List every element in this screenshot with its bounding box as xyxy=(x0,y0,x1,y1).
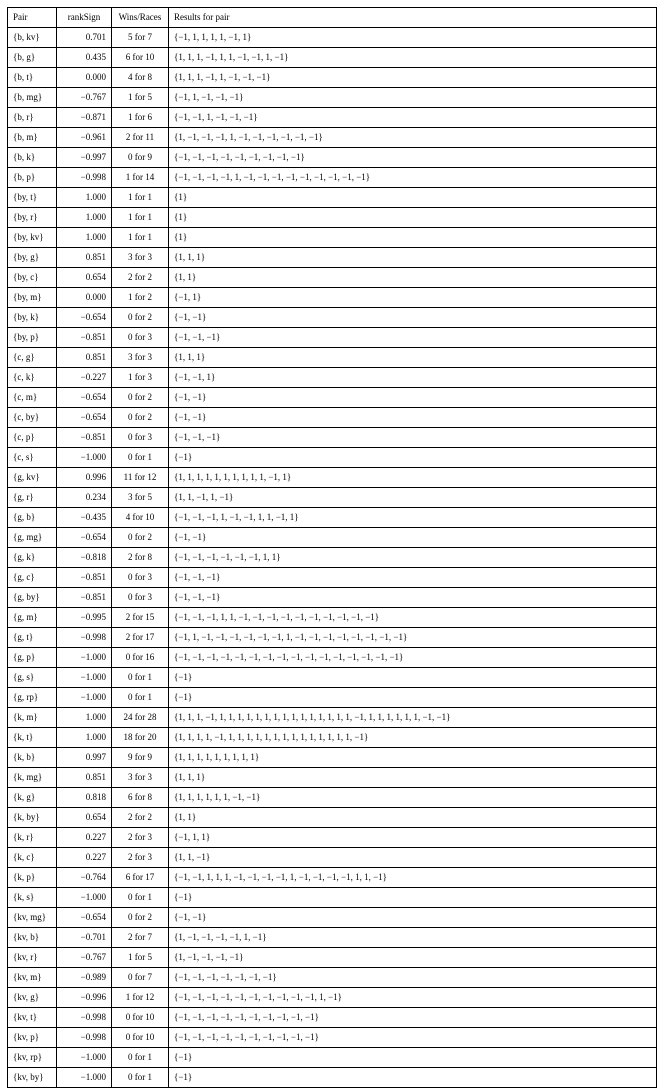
table-row xyxy=(8,968,657,988)
wins-races-cell: 1 for 1 xyxy=(112,228,169,248)
pair-cell: {by, k} xyxy=(8,308,57,328)
pair-cell: {by, p} xyxy=(8,328,57,348)
results-cell: {1, 1, 1, 1, 1, 1, 1, 1, 1} xyxy=(169,748,657,768)
ranksign-cell: 0.996 xyxy=(57,468,112,488)
ranksign-cell: 0.851 xyxy=(57,768,112,788)
pair-cell: {c, s} xyxy=(8,448,57,468)
wins-races-cell: 0 for 1 xyxy=(112,888,169,908)
table-row xyxy=(8,208,657,228)
table-row xyxy=(8,1028,657,1048)
ranksign-cell: −1.000 xyxy=(57,888,112,908)
pair-cell: {b, mg} xyxy=(8,88,57,108)
table-row xyxy=(8,148,657,168)
results-cell: {−1, −1} xyxy=(169,308,657,328)
pair-cell: {g, s} xyxy=(8,668,57,688)
wins-races-cell: 2 for 7 xyxy=(112,928,169,948)
wins-races-cell: 5 for 7 xyxy=(112,28,169,48)
pair-cell: {b, kv} xyxy=(8,28,57,48)
pair-cell: {c, k} xyxy=(8,368,57,388)
results-cell: {−1, −1, 1} xyxy=(169,368,657,388)
ranksign-cell: 1.000 xyxy=(57,728,112,748)
results-cell: {−1, −1, −1} xyxy=(169,588,657,608)
table-row xyxy=(8,988,657,1008)
header-ranksign: rankSign xyxy=(57,8,112,28)
results-cell: {−1, −1, −1, −1, −1, −1, −1, −1, −1, −1, −1, −1, −1, −1, −1, −1} xyxy=(169,648,657,668)
ranksign-cell: 0.227 xyxy=(57,828,112,848)
results-cell: {1} xyxy=(169,208,657,228)
wins-races-cell: 2 for 15 xyxy=(112,608,169,628)
pair-cell: {by, kv} xyxy=(8,228,57,248)
table-row xyxy=(8,448,657,468)
wins-races-cell: 6 for 17 xyxy=(112,868,169,888)
wins-races-cell: 0 for 3 xyxy=(112,328,169,348)
pair-cell: {k, c} xyxy=(8,848,57,868)
table-row xyxy=(8,28,657,48)
results-cell: {1, 1, 1, −1, 1, 1, −1, −1, 1, −1} xyxy=(169,48,657,68)
pair-cell: {kv, g} xyxy=(8,988,57,1008)
pair-cell: {k, s} xyxy=(8,888,57,908)
pair-cell: {by, c} xyxy=(8,268,57,288)
wins-races-cell: 1 for 6 xyxy=(112,108,169,128)
table-row xyxy=(8,68,657,88)
wins-races-cell: 2 for 2 xyxy=(112,808,169,828)
results-cell: {−1, −1} xyxy=(169,528,657,548)
wins-races-cell: 1 for 5 xyxy=(112,948,169,968)
header-row xyxy=(8,8,657,28)
table-row xyxy=(8,788,657,808)
results-cell: {−1} xyxy=(169,688,657,708)
ranksign-cell: −0.998 xyxy=(57,1008,112,1028)
wins-races-cell: 0 for 2 xyxy=(112,908,169,928)
wins-races-cell: 0 for 3 xyxy=(112,588,169,608)
wins-races-cell: 3 for 3 xyxy=(112,768,169,788)
table-row xyxy=(8,588,657,608)
pair-cell: {k, b} xyxy=(8,748,57,768)
ranksign-cell: 1.000 xyxy=(57,208,112,228)
results-cell: {−1, 1, 1} xyxy=(169,828,657,848)
results-cell: {1} xyxy=(169,228,657,248)
ranksign-cell: −0.961 xyxy=(57,128,112,148)
ranksign-cell: −1.000 xyxy=(57,1048,112,1068)
pair-cell: {kv, t} xyxy=(8,1008,57,1028)
pair-cell: {kv, m} xyxy=(8,968,57,988)
pair-cell: {g, r} xyxy=(8,488,57,508)
results-cell: {−1, −1, 1, 1, 1, −1, −1, −1, −1, 1, −1, −1, −1, −1, 1, 1, −1} xyxy=(169,868,657,888)
pair-cell: {g, rp} xyxy=(8,688,57,708)
table-row xyxy=(8,1068,657,1088)
results-cell: {−1, −1, −1, −1, −1, −1, −1, −1, −1} xyxy=(169,148,657,168)
pair-cell: {b, t} xyxy=(8,68,57,88)
wins-races-cell: 1 for 2 xyxy=(112,288,169,308)
pair-cell: {k, m} xyxy=(8,708,57,728)
table-row xyxy=(8,688,657,708)
results-cell: {−1, 1, −1, −1, −1} xyxy=(169,88,657,108)
pair-cell: {b, m} xyxy=(8,128,57,148)
table-row xyxy=(8,888,657,908)
ranksign-cell: −0.654 xyxy=(57,408,112,428)
results-cell: {−1, −1, −1, −1, −1, −1, −1, −1, −1, −1, 1, −1} xyxy=(169,988,657,1008)
ranksign-cell: −0.764 xyxy=(57,868,112,888)
results-cell: {−1, −1, −1, −1, −1, −1, −1, −1, −1, −1} xyxy=(169,1008,657,1028)
pair-cell: {k, p} xyxy=(8,868,57,888)
wins-races-cell: 6 for 10 xyxy=(112,48,169,68)
pair-cell: {by, t} xyxy=(8,188,57,208)
wins-races-cell: 4 for 8 xyxy=(112,68,169,88)
wins-races-cell: 0 for 2 xyxy=(112,388,169,408)
table-row xyxy=(8,188,657,208)
wins-races-cell: 1 for 14 xyxy=(112,168,169,188)
wins-races-cell: 2 for 17 xyxy=(112,628,169,648)
wins-races-cell: 0 for 16 xyxy=(112,648,169,668)
ranksign-cell: −0.998 xyxy=(57,628,112,648)
pair-cell: {g, b} xyxy=(8,508,57,528)
table-row xyxy=(8,948,657,968)
results-cell: {−1, −1} xyxy=(169,408,657,428)
ranksign-cell: 0.227 xyxy=(57,848,112,868)
wins-races-cell: 0 for 1 xyxy=(112,1048,169,1068)
ranksign-cell: −0.996 xyxy=(57,988,112,1008)
wins-races-cell: 2 for 11 xyxy=(112,128,169,148)
ranksign-cell: −0.998 xyxy=(57,168,112,188)
wins-races-cell: 0 for 1 xyxy=(112,448,169,468)
table-row xyxy=(8,88,657,108)
pair-cell: {g, p} xyxy=(8,648,57,668)
table-row xyxy=(8,528,657,548)
wins-races-cell: 0 for 2 xyxy=(112,408,169,428)
pair-cell: {b, g} xyxy=(8,48,57,68)
pair-cell: {k, g} xyxy=(8,788,57,808)
results-cell: {−1, 1} xyxy=(169,288,657,308)
table-row xyxy=(8,1048,657,1068)
ranksign-cell: 1.000 xyxy=(57,708,112,728)
ranksign-cell: 0.997 xyxy=(57,748,112,768)
pair-cell: {g, k} xyxy=(8,548,57,568)
wins-races-cell: 0 for 1 xyxy=(112,688,169,708)
table-row xyxy=(8,128,657,148)
table-row xyxy=(8,388,657,408)
wins-races-cell: 1 for 12 xyxy=(112,988,169,1008)
wins-races-cell: 0 for 1 xyxy=(112,1068,169,1088)
results-cell: {−1, −1, −1} xyxy=(169,328,657,348)
pair-cell: {g, m} xyxy=(8,608,57,628)
pair-cell: {g, mg} xyxy=(8,528,57,548)
wins-races-cell: 1 for 1 xyxy=(112,188,169,208)
ranksign-cell: −0.818 xyxy=(57,548,112,568)
ranksign-cell: −1.000 xyxy=(57,1068,112,1088)
table-row xyxy=(8,268,657,288)
ranksign-cell: −0.767 xyxy=(57,948,112,968)
table-body xyxy=(8,28,657,1088)
table-row xyxy=(8,408,657,428)
wins-races-cell: 9 for 9 xyxy=(112,748,169,768)
pair-cell: {by, m} xyxy=(8,288,57,308)
pair-cell: {c, m} xyxy=(8,388,57,408)
wins-races-cell: 0 for 2 xyxy=(112,308,169,328)
pair-cell: {g, t} xyxy=(8,628,57,648)
pair-cell: {kv, p} xyxy=(8,1028,57,1048)
header-results: Results for pair xyxy=(169,8,657,28)
results-cell: {−1, −1} xyxy=(169,908,657,928)
results-cell: {1, −1, −1, −1, −1} xyxy=(169,948,657,968)
ranksign-cell: −0.654 xyxy=(57,528,112,548)
table-row xyxy=(8,828,657,848)
ranksign-cell: 0.234 xyxy=(57,488,112,508)
pair-cell: {k, r} xyxy=(8,828,57,848)
table-row xyxy=(8,848,657,868)
table-row xyxy=(8,748,657,768)
wins-races-cell: 6 for 8 xyxy=(112,788,169,808)
ranksign-cell: 0.000 xyxy=(57,68,112,88)
wins-races-cell: 4 for 10 xyxy=(112,508,169,528)
wins-races-cell: 1 for 5 xyxy=(112,88,169,108)
table-row xyxy=(8,328,657,348)
results-cell: {−1, −1, 1, −1, −1, −1} xyxy=(169,108,657,128)
table-row xyxy=(8,48,657,68)
wins-races-cell: 24 for 28 xyxy=(112,708,169,728)
wins-races-cell: 2 for 3 xyxy=(112,828,169,848)
table-row xyxy=(8,768,657,788)
results-cell: {−1} xyxy=(169,1068,657,1088)
results-cell: {−1, 1, −1, −1, −1, −1, −1, −1, 1, −1, −1, −1, −1, −1, −1, −1, −1} xyxy=(169,628,657,648)
table-row xyxy=(8,1008,657,1028)
wins-races-cell: 0 for 9 xyxy=(112,148,169,168)
pair-cell: {c, by} xyxy=(8,408,57,428)
table-row xyxy=(8,648,657,668)
ranksign-cell: −0.654 xyxy=(57,308,112,328)
table-row xyxy=(8,868,657,888)
results-cell: {−1, −1, −1, −1, −1, −1, −1} xyxy=(169,968,657,988)
table-row xyxy=(8,908,657,928)
table-row xyxy=(8,628,657,648)
results-cell: {1, 1, 1, 1, 1, 1, −1, −1} xyxy=(169,788,657,808)
results-cell: {1, 1, 1} xyxy=(169,248,657,268)
table-row xyxy=(8,708,657,728)
ranksign-cell: −0.654 xyxy=(57,908,112,928)
table-row xyxy=(8,508,657,528)
table-row xyxy=(8,928,657,948)
wins-races-cell: 0 for 7 xyxy=(112,968,169,988)
wins-races-cell: 11 for 12 xyxy=(112,468,169,488)
results-cell: {−1, −1, −1, −1, −1, −1, 1, 1} xyxy=(169,548,657,568)
ranksign-cell: 0.851 xyxy=(57,248,112,268)
pair-cell: {by, r} xyxy=(8,208,57,228)
table-row xyxy=(8,468,657,488)
table-row xyxy=(8,808,657,828)
results-table xyxy=(7,7,657,1088)
ranksign-cell: −0.435 xyxy=(57,508,112,528)
pair-cell: {kv, rp} xyxy=(8,1048,57,1068)
results-cell: {1, 1, 1, 1, 1, 1, 1, 1, 1, 1, −1, 1} xyxy=(169,468,657,488)
pair-cell: {b, r} xyxy=(8,108,57,128)
table-row xyxy=(8,428,657,448)
ranksign-cell: −0.227 xyxy=(57,368,112,388)
pair-cell: {g, by} xyxy=(8,588,57,608)
wins-races-cell: 0 for 2 xyxy=(112,528,169,548)
ranksign-cell: 0.701 xyxy=(57,28,112,48)
results-cell: {1, 1, 1} xyxy=(169,768,657,788)
results-cell: {1, −1, −1, −1, −1, 1, −1} xyxy=(169,928,657,948)
wins-races-cell: 1 for 1 xyxy=(112,208,169,228)
results-cell: {−1} xyxy=(169,668,657,688)
table-row xyxy=(8,368,657,388)
table-row xyxy=(8,488,657,508)
ranksign-cell: −1.000 xyxy=(57,648,112,668)
results-cell: {−1, −1, −1} xyxy=(169,568,657,588)
table-row xyxy=(8,568,657,588)
wins-races-cell: 1 for 3 xyxy=(112,368,169,388)
pair-cell: {b, p} xyxy=(8,168,57,188)
ranksign-cell: −0.871 xyxy=(57,108,112,128)
pair-cell: {g, c} xyxy=(8,568,57,588)
results-cell: {−1} xyxy=(169,1048,657,1068)
ranksign-cell: 0.654 xyxy=(57,268,112,288)
table-row xyxy=(8,168,657,188)
ranksign-cell: −1.000 xyxy=(57,688,112,708)
table-row xyxy=(8,228,657,248)
pair-cell: {kv, mg} xyxy=(8,908,57,928)
ranksign-cell: 0.000 xyxy=(57,288,112,308)
header-pair: Pair xyxy=(8,8,57,28)
ranksign-cell: −0.851 xyxy=(57,588,112,608)
table-row xyxy=(8,288,657,308)
pair-cell: {kv, b} xyxy=(8,928,57,948)
results-cell: {−1, −1, −1} xyxy=(169,428,657,448)
pair-cell: {kv, by} xyxy=(8,1068,57,1088)
pair-cell: {kv, r} xyxy=(8,948,57,968)
results-cell: {−1, −1, −1, 1, 1, −1, −1, −1, −1, −1, −1, −1, −1, −1, −1} xyxy=(169,608,657,628)
ranksign-cell: −0.767 xyxy=(57,88,112,108)
ranksign-cell: 0.654 xyxy=(57,808,112,828)
pair-cell: {k, t} xyxy=(8,728,57,748)
wins-races-cell: 2 for 3 xyxy=(112,848,169,868)
wins-races-cell: 2 for 8 xyxy=(112,548,169,568)
table-row xyxy=(8,668,657,688)
table-row xyxy=(8,308,657,328)
results-cell: {−1} xyxy=(169,888,657,908)
results-cell: {1, 1, −1, 1, −1} xyxy=(169,488,657,508)
results-cell: {−1, −1, −1, 1, −1, −1, 1, 1, −1, 1} xyxy=(169,508,657,528)
ranksign-cell: 1.000 xyxy=(57,228,112,248)
header-wins-races: Wins/Races xyxy=(112,8,169,28)
ranksign-cell: 0.818 xyxy=(57,788,112,808)
table-row xyxy=(8,108,657,128)
ranksign-cell: −1.000 xyxy=(57,448,112,468)
results-cell: {−1, −1, −1, −1, 1, −1, −1, −1, −1, −1, −1, −1, −1, −1} xyxy=(169,168,657,188)
ranksign-cell: −0.995 xyxy=(57,608,112,628)
results-cell: {−1, −1} xyxy=(169,388,657,408)
wins-races-cell: 18 for 20 xyxy=(112,728,169,748)
results-cell: {1, 1, 1, −1, 1, −1, −1, −1} xyxy=(169,68,657,88)
ranksign-cell: 0.851 xyxy=(57,348,112,368)
ranksign-cell: −0.851 xyxy=(57,428,112,448)
wins-races-cell: 3 for 3 xyxy=(112,248,169,268)
pair-cell: {c, g} xyxy=(8,348,57,368)
results-cell: {−1} xyxy=(169,448,657,468)
ranksign-cell: −0.851 xyxy=(57,328,112,348)
pair-cell: {k, mg} xyxy=(8,768,57,788)
wins-races-cell: 0 for 10 xyxy=(112,1028,169,1048)
results-cell: {1} xyxy=(169,188,657,208)
wins-races-cell: 3 for 3 xyxy=(112,348,169,368)
pair-cell: {b, k} xyxy=(8,148,57,168)
table-row xyxy=(8,548,657,568)
table-row xyxy=(8,348,657,368)
pair-cell: {c, p} xyxy=(8,428,57,448)
ranksign-cell: 1.000 xyxy=(57,188,112,208)
wins-races-cell: 0 for 10 xyxy=(112,1008,169,1028)
ranksign-cell: −0.997 xyxy=(57,148,112,168)
ranksign-cell: −1.000 xyxy=(57,668,112,688)
results-cell: {1, 1, 1} xyxy=(169,348,657,368)
table-row xyxy=(8,728,657,748)
ranksign-cell: 0.435 xyxy=(57,48,112,68)
pair-cell: {by, g} xyxy=(8,248,57,268)
results-cell: {−1, −1, −1, −1, −1, −1, −1, −1, −1, −1} xyxy=(169,1028,657,1048)
wins-races-cell: 3 for 5 xyxy=(112,488,169,508)
results-cell: {1, 1} xyxy=(169,808,657,828)
ranksign-cell: −0.998 xyxy=(57,1028,112,1048)
pair-cell: {g, kv} xyxy=(8,468,57,488)
results-cell: {−1, 1, 1, 1, 1, −1, 1} xyxy=(169,28,657,48)
ranksign-cell: −0.701 xyxy=(57,928,112,948)
ranksign-cell: −0.654 xyxy=(57,388,112,408)
wins-races-cell: 0 for 3 xyxy=(112,568,169,588)
results-cell: {1, 1, −1} xyxy=(169,848,657,868)
table-row xyxy=(8,248,657,268)
results-cell: {1, 1, 1, 1, −1, 1, 1, 1, 1, 1, 1, 1, 1, 1, 1, 1, 1, 1, 1, −1} xyxy=(169,728,657,748)
ranksign-cell: −0.851 xyxy=(57,568,112,588)
wins-races-cell: 0 for 1 xyxy=(112,668,169,688)
wins-races-cell: 0 for 3 xyxy=(112,428,169,448)
results-cell: {1, 1, 1, −1, 1, 1, 1, 1, 1, 1, 1, 1, 1, 1, 1, 1, 1, 1, 1, −1, 1, 1, 1, 1, 1, 1, −1, −1} xyxy=(169,708,657,728)
results-cell: {1, 1} xyxy=(169,268,657,288)
table-row xyxy=(8,608,657,628)
results-cell: {1, −1, −1, −1, 1, −1, −1, −1, −1, −1, −1} xyxy=(169,128,657,148)
wins-races-cell: 2 for 2 xyxy=(112,268,169,288)
ranksign-cell: −0.989 xyxy=(57,968,112,988)
pair-cell: {k, by} xyxy=(8,808,57,828)
